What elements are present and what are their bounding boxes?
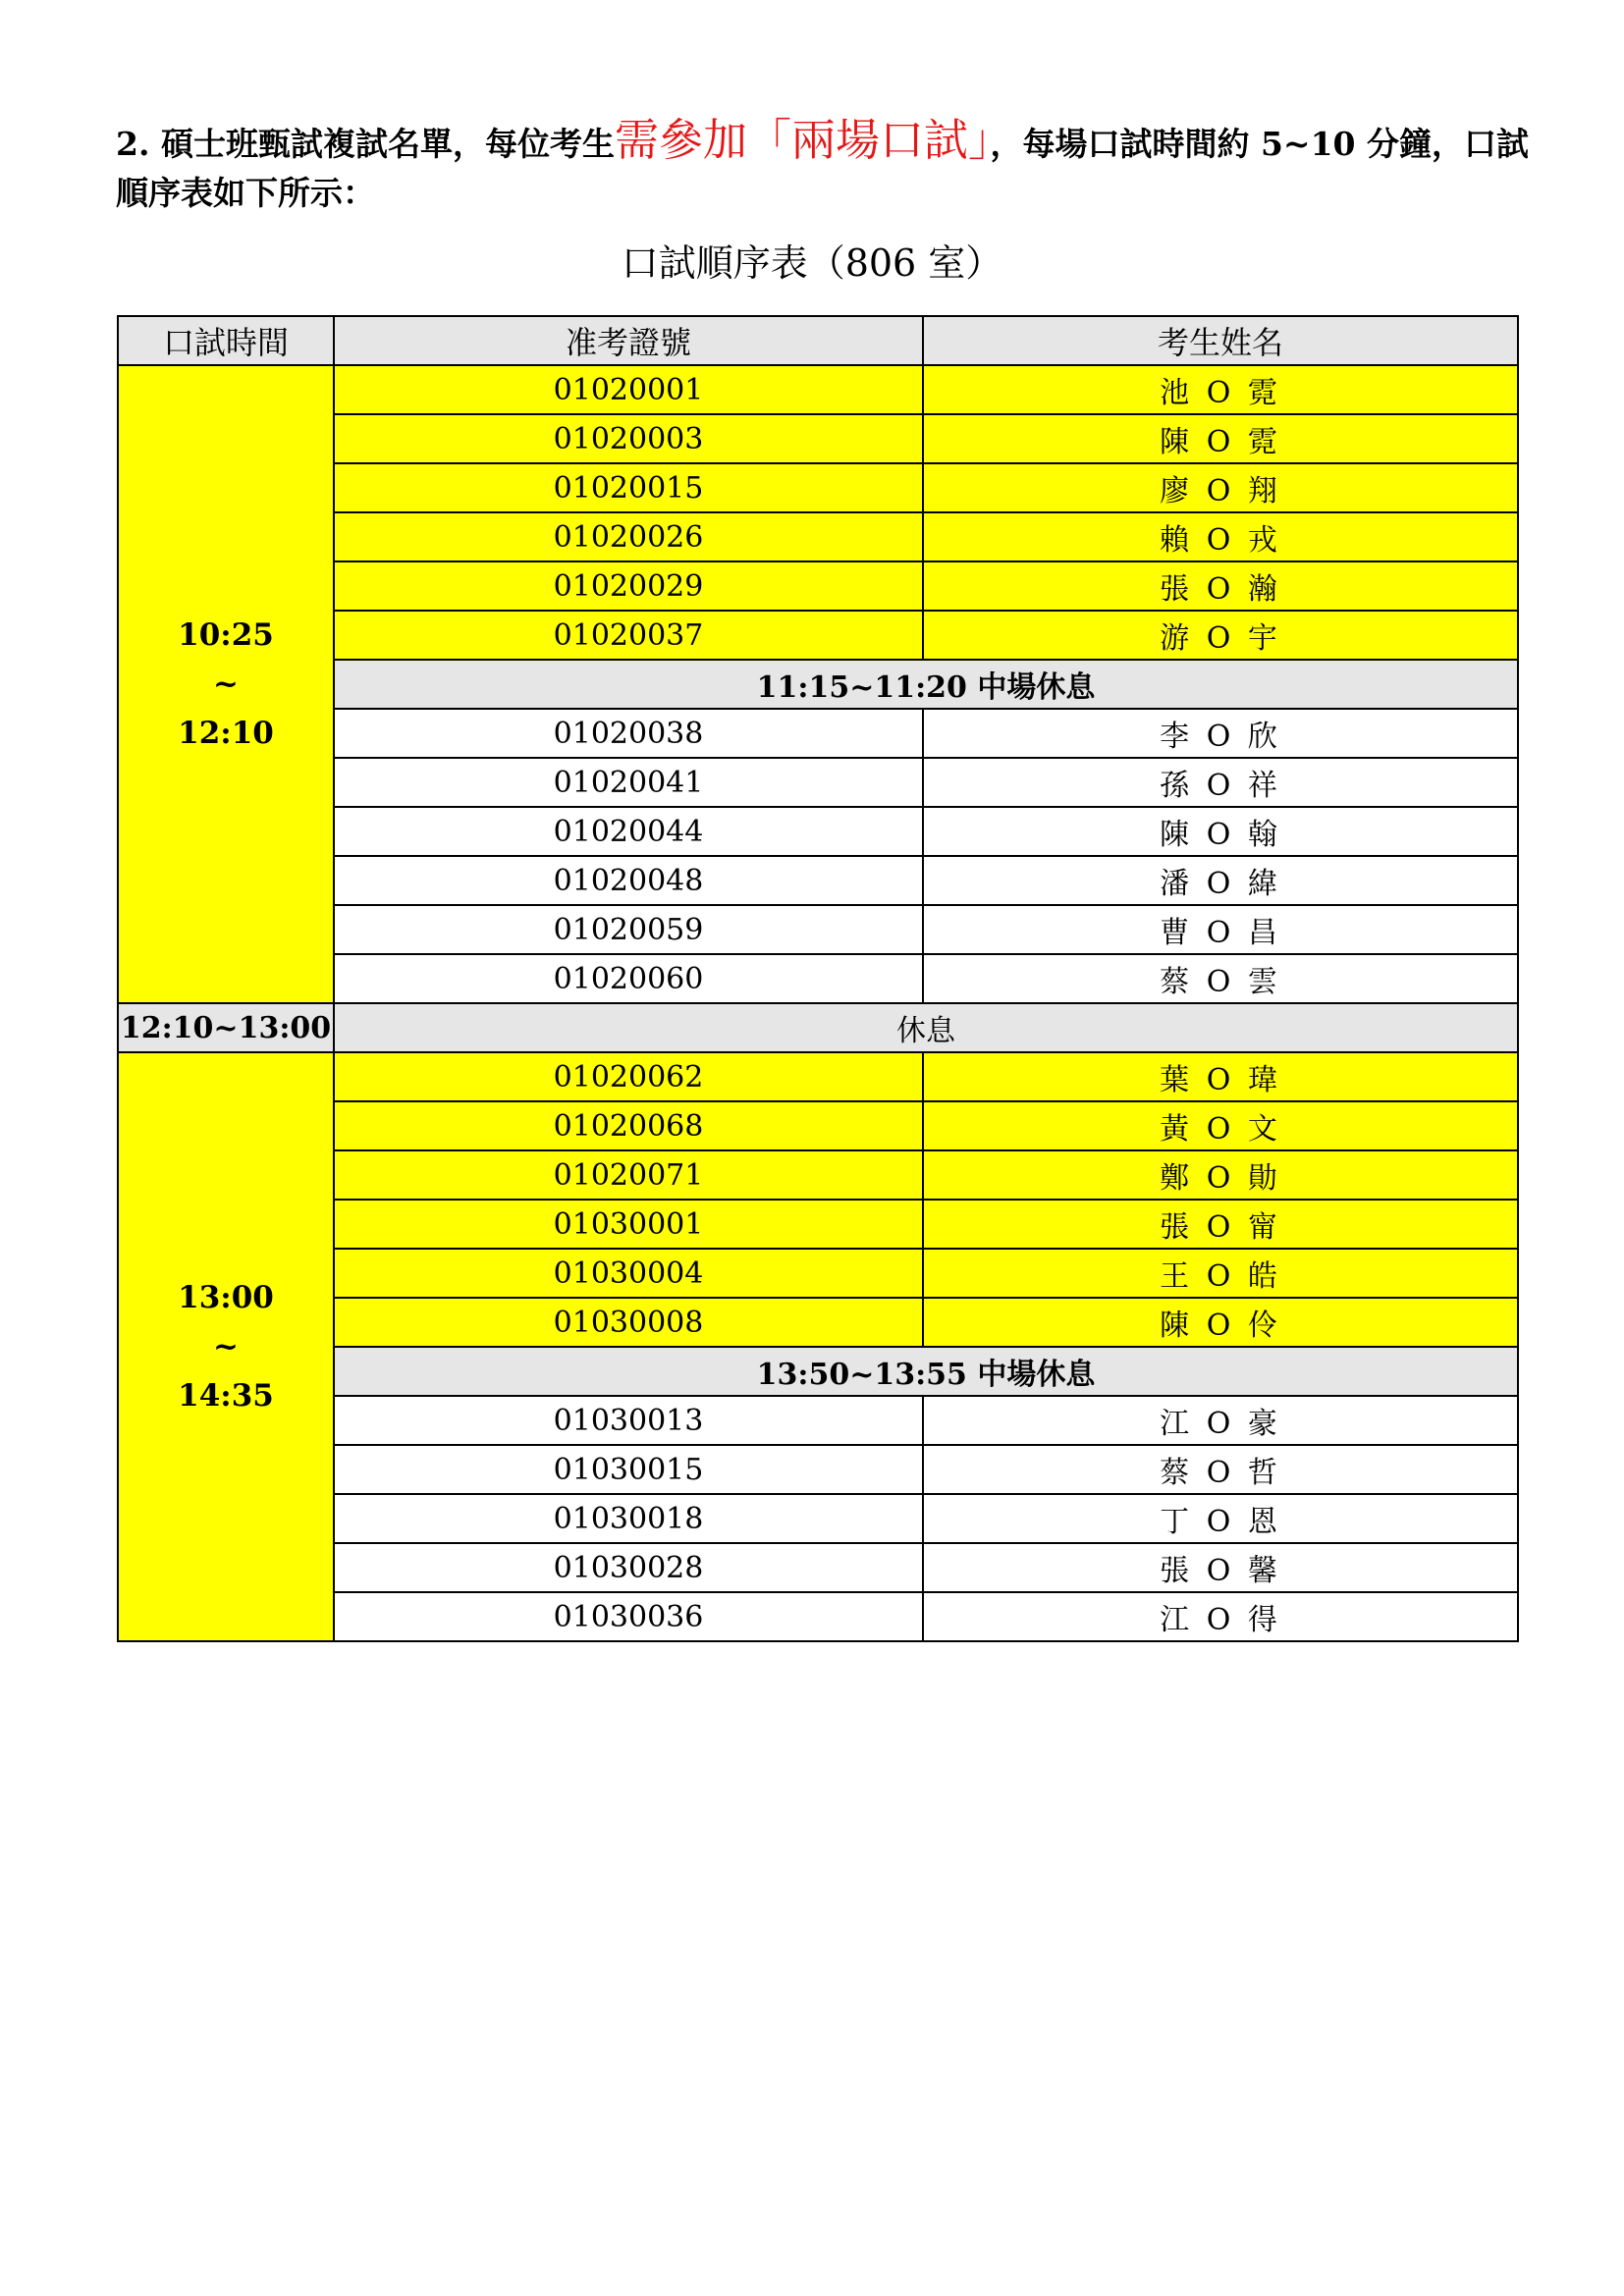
exam-id: 01020001	[334, 365, 923, 414]
exam-id: 01020003	[334, 414, 923, 463]
student-name: 游 O 宇	[923, 611, 1518, 660]
exam-id: 01030036	[334, 1592, 923, 1641]
student-name: 蔡 O 雲	[923, 954, 1518, 1003]
student-name: 孫 O 祥	[923, 758, 1518, 807]
intro-highlight: 需參加「兩場口試」	[614, 114, 991, 166]
student-name: 王 O 皓	[923, 1249, 1518, 1298]
exam-id: 01030013	[334, 1396, 923, 1445]
student-name: 李 O 欣	[923, 709, 1518, 758]
intro-prefix: 2. 碩士班甄試複試名單，每位考生	[116, 125, 615, 163]
lunch-row	[118, 1003, 1518, 1052]
student-name: 江 O 得	[923, 1592, 1518, 1641]
student-name: 陳 O 霓	[923, 414, 1518, 463]
exam-id: 01030018	[334, 1494, 923, 1543]
exam-id: 01020062	[334, 1052, 923, 1101]
intro-suffix: ，每場口試時間約 5~10 分鐘，口試順序表如下所示：	[116, 125, 1529, 212]
session-time-cell	[118, 365, 334, 1003]
table-row	[118, 365, 1518, 414]
table-row	[118, 1052, 1518, 1101]
time-tilde: ~	[213, 1329, 239, 1364]
student-name: 蔡 O 哲	[923, 1445, 1518, 1494]
student-name: 鄭 O 勛	[923, 1150, 1518, 1200]
break-label: 11:15~11:20 中場休息	[334, 660, 1518, 709]
exam-id: 01020037	[334, 611, 923, 660]
exam-id: 01030028	[334, 1543, 923, 1592]
exam-id: 01020059	[334, 905, 923, 954]
time-start: 13:00	[178, 1280, 274, 1315]
exam-id: 01030001	[334, 1200, 923, 1249]
student-name: 張 O 馨	[923, 1543, 1518, 1592]
time-tilde: ~	[213, 667, 239, 702]
header-time: 口試時間	[118, 316, 334, 365]
student-name: 潘 O 緯	[923, 856, 1518, 905]
session-time-cell	[118, 1052, 334, 1641]
exam-id: 01020071	[334, 1150, 923, 1200]
exam-id: 01020029	[334, 561, 923, 611]
time-start: 10:25	[178, 617, 274, 653]
header-row	[118, 316, 1518, 365]
exam-id: 01030004	[334, 1249, 923, 1298]
break-label: 13:50~13:55 中場休息	[334, 1347, 1518, 1396]
exam-id: 01020060	[334, 954, 923, 1003]
exam-id: 01030015	[334, 1445, 923, 1494]
student-name: 丁 O 恩	[923, 1494, 1518, 1543]
exam-id: 01020044	[334, 807, 923, 856]
header-name: 考生姓名	[923, 316, 1518, 365]
exam-id: 01020026	[334, 512, 923, 561]
student-name: 江 O 豪	[923, 1396, 1518, 1445]
schedule-body	[118, 316, 1518, 1641]
student-name: 曹 O 昌	[923, 905, 1518, 954]
exam-id: 01020038	[334, 709, 923, 758]
student-name: 張 O 甯	[923, 1200, 1518, 1249]
student-name: 池 O 霓	[923, 365, 1518, 414]
page-title: 口試順序表（806 室）	[621, 241, 1003, 285]
student-name: 張 O 瀚	[923, 561, 1518, 611]
exam-id: 01020048	[334, 856, 923, 905]
exam-id: 01020015	[334, 463, 923, 512]
intro-paragraph	[116, 116, 1530, 218]
exam-id: 01020068	[334, 1101, 923, 1150]
student-name: 葉 O 瑋	[923, 1052, 1518, 1101]
student-name: 廖 O 翔	[923, 463, 1518, 512]
lunch-time: 12:10~13:00	[118, 1003, 334, 1052]
schedule-table	[117, 315, 1519, 1642]
time-end: 14:35	[178, 1378, 274, 1414]
header-id: 准考證號	[334, 316, 923, 365]
exam-id: 01020041	[334, 758, 923, 807]
time-end: 12:10	[178, 716, 274, 751]
exam-id: 01030008	[334, 1298, 923, 1347]
student-name: 陳 O 伶	[923, 1298, 1518, 1347]
student-name: 賴 O 戎	[923, 512, 1518, 561]
student-name: 陳 O 翰	[923, 807, 1518, 856]
student-name: 黃 O 文	[923, 1101, 1518, 1150]
lunch-label: 休息	[334, 1003, 1518, 1052]
